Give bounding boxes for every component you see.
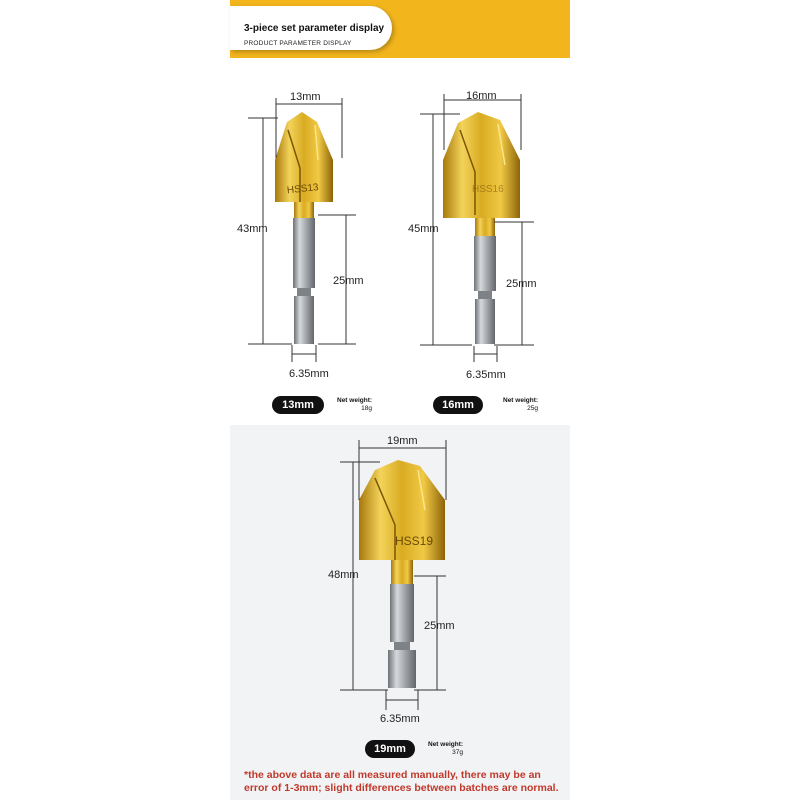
- net-weight-13: [337, 397, 372, 413]
- drill-bit-19mm: [359, 460, 445, 688]
- diameter-label-19: 19mm: [387, 435, 418, 447]
- shank-length-label-19: 25mm: [424, 620, 455, 632]
- diameter-label-13: 13mm: [290, 91, 321, 103]
- drill-bit-16mm: [443, 112, 520, 344]
- drill-bit-13mm: [275, 112, 333, 344]
- engraving-16: HSS16: [472, 184, 504, 195]
- total-length-label-19: 48mm: [328, 569, 359, 581]
- shank-width-label-19: 6.35mm: [380, 713, 420, 725]
- total-length-label-13: 43mm: [237, 223, 268, 235]
- net-weight-label-16: Net weight:: [503, 397, 539, 404]
- size-badge-13: 13mm: [272, 396, 324, 414]
- shank-width-label-13: 6.35mm: [289, 368, 329, 380]
- net-weight-label-19: Net weight:: [428, 741, 464, 748]
- net-weight-19: [428, 741, 463, 757]
- shank-length-label-16: 25mm: [506, 278, 537, 290]
- engraving-13: HSS13: [286, 182, 320, 197]
- size-badge-19: 19mm: [365, 740, 415, 758]
- total-length-label-16: 45mm: [408, 223, 439, 235]
- shank-width-label-16: 6.35mm: [466, 369, 506, 381]
- disclaimer-note: *the above data are all measured manually, there may be an error of 1-3mm; slight differences between batches are normal.: [244, 769, 559, 794]
- net-weight-value-13: 18g: [361, 405, 373, 412]
- size-badge-16: 16mm: [433, 396, 483, 414]
- diameter-label-16: 16mm: [466, 90, 497, 102]
- net-weight-value-16: 25g: [527, 405, 539, 412]
- shank-length-label-13: 25mm: [333, 275, 364, 287]
- header-title: 3-piece set parameter display: [244, 23, 385, 34]
- net-weight-value-19: 37g: [452, 749, 464, 756]
- engraving-19: HSS19: [395, 534, 434, 548]
- header-subtitle: PRODUCT PARAMETER DISPLAY: [244, 40, 352, 47]
- net-weight-label-13: Net weight:: [337, 397, 373, 404]
- net-weight-16: [503, 397, 538, 413]
